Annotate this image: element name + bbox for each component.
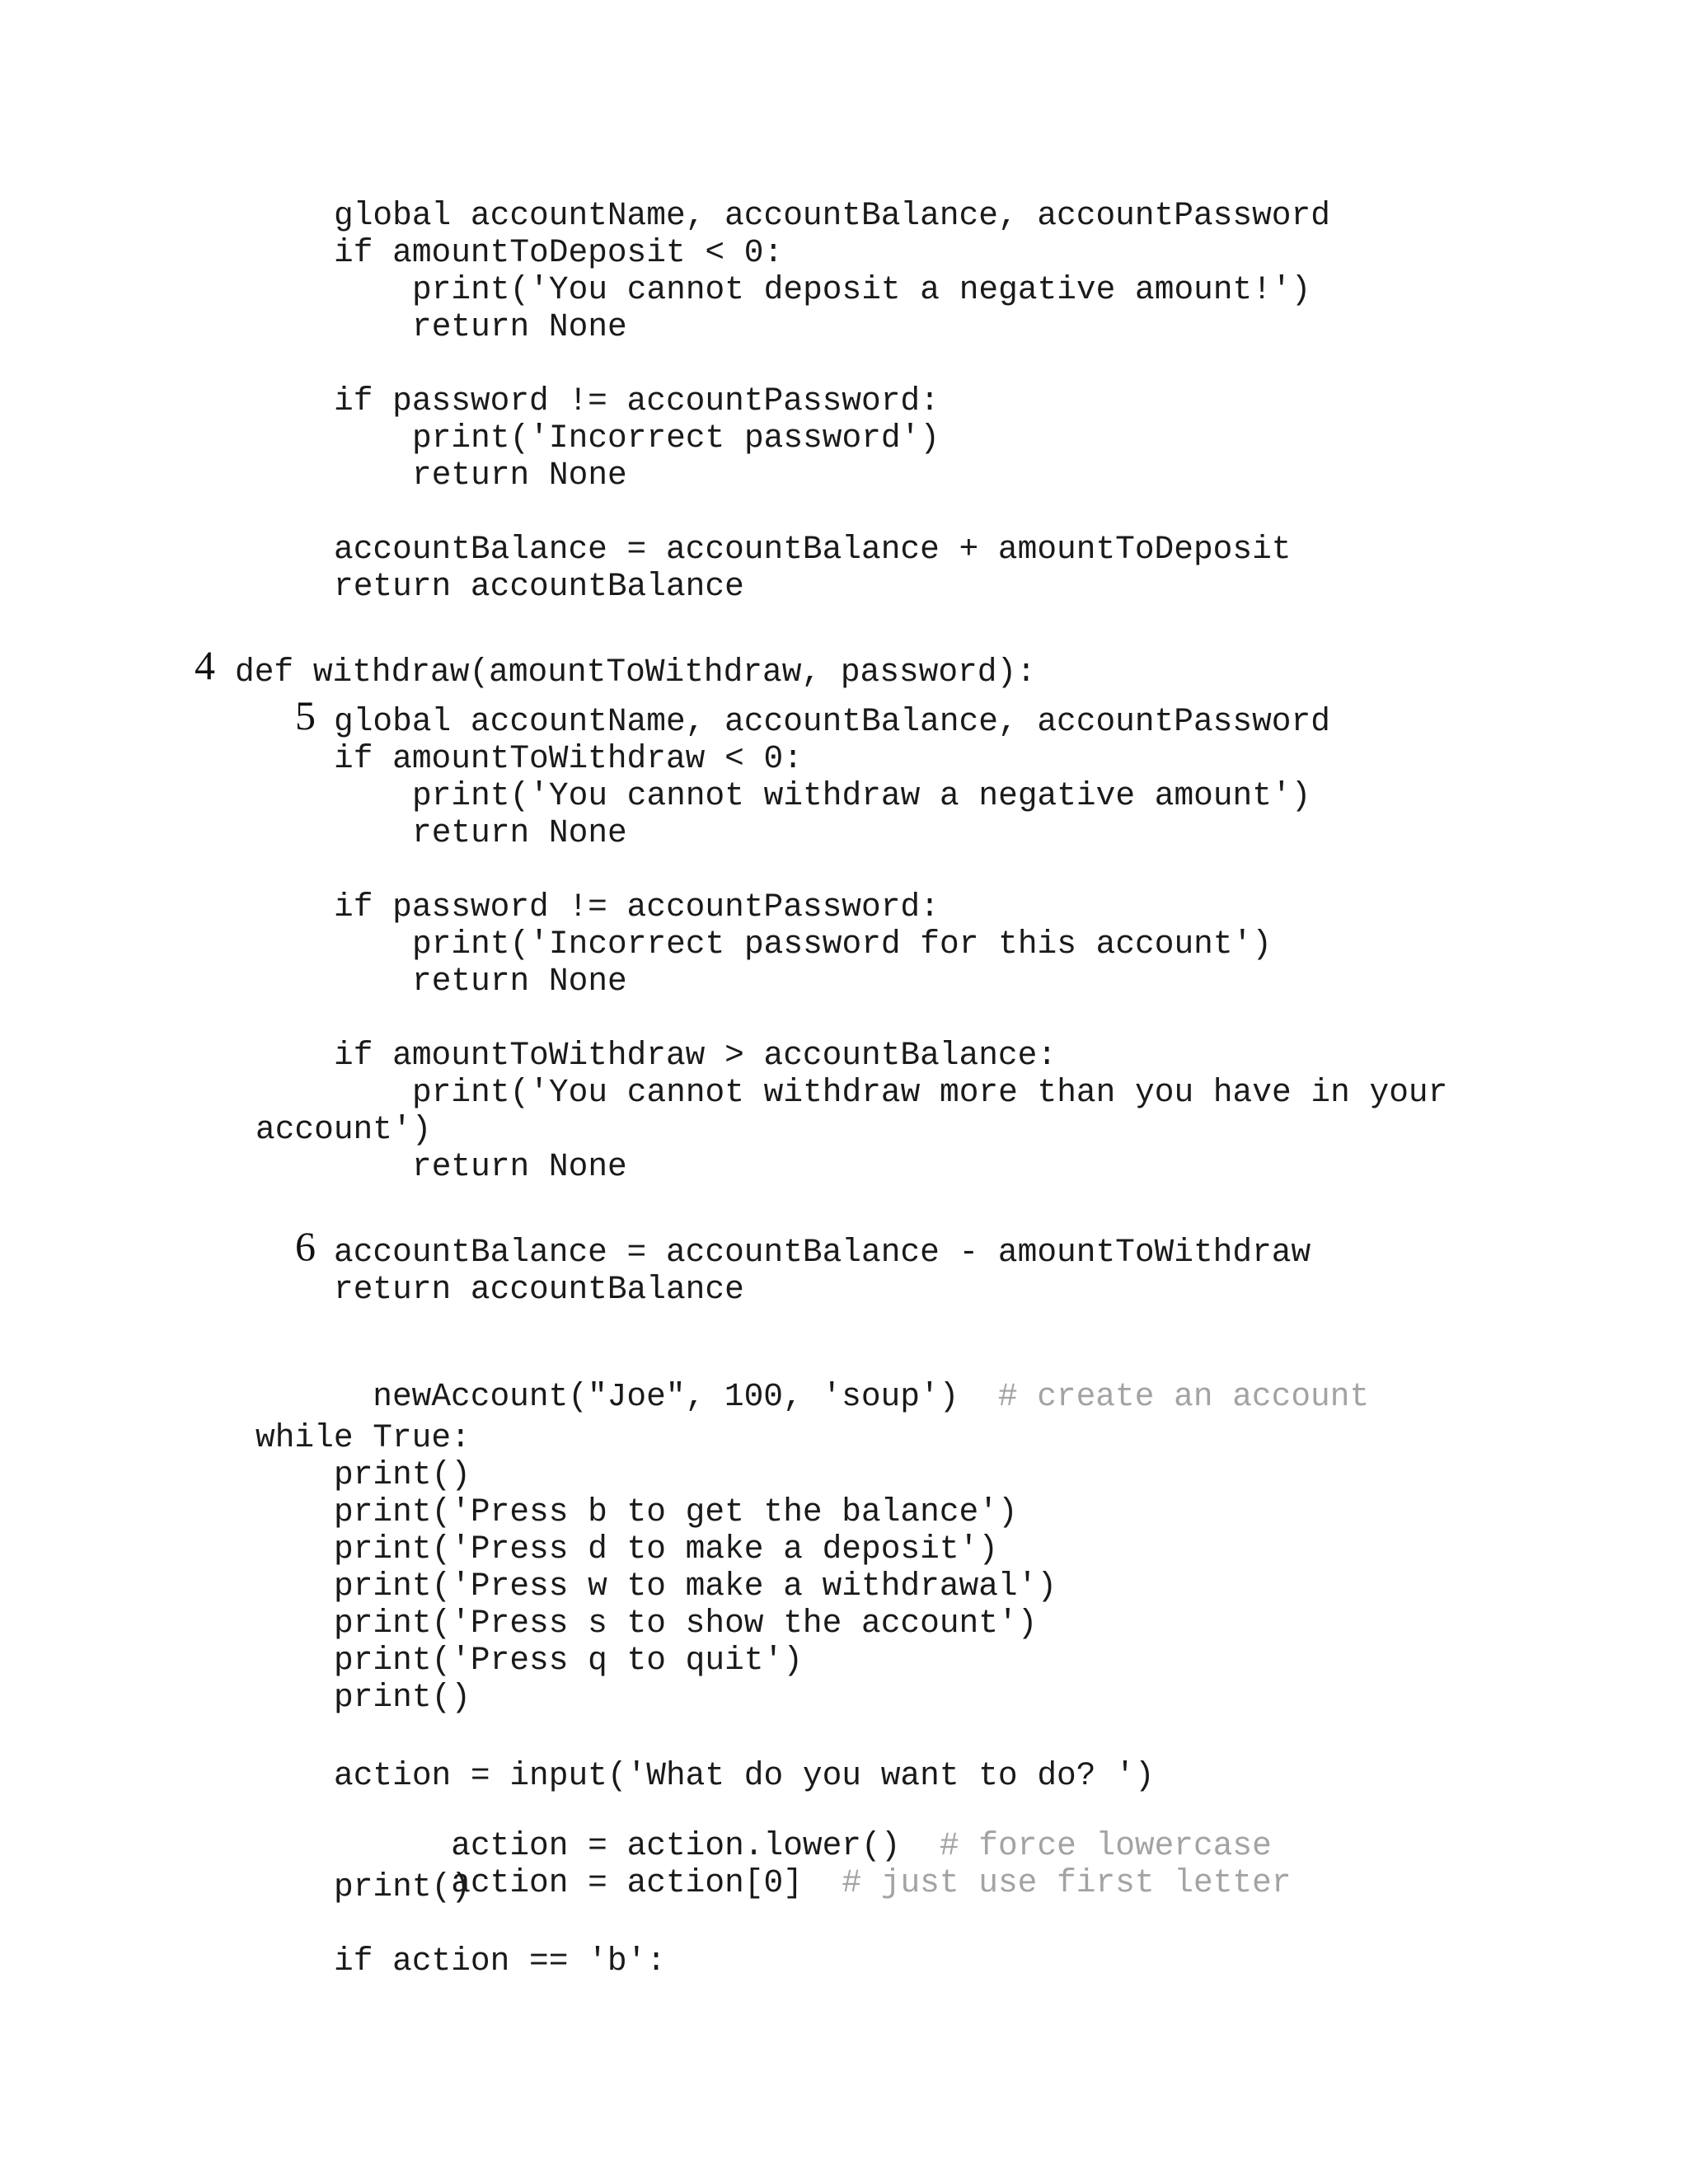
code-line: if password != accountPassword: bbox=[334, 382, 940, 419]
code-line: return accountBalance bbox=[334, 568, 744, 605]
code-line: if password != accountPassword: bbox=[334, 888, 940, 926]
code-line: if amountToWithdraw > accountBalance: bbox=[334, 1037, 1057, 1074]
code-line: print('Press s to show the account') bbox=[334, 1605, 1038, 1642]
step-marker: 5 bbox=[295, 692, 316, 738]
code-comment: # just use first letter bbox=[842, 1863, 1292, 1901]
code-line: account') bbox=[256, 1111, 432, 1148]
code-line: accountBalance = accountBalance - amountToWithdraw bbox=[334, 1234, 1311, 1271]
code-line: if amountToDeposit < 0: bbox=[334, 234, 784, 271]
step-marker: 6 bbox=[295, 1223, 316, 1269]
code-line: while True: bbox=[256, 1419, 471, 1456]
code-line: return None bbox=[412, 963, 627, 1000]
code-line: print() bbox=[334, 1456, 471, 1493]
code-line bbox=[334, 1834, 1292, 1932]
code-line: global accountName, accountBalance, accountPassword bbox=[334, 703, 1330, 740]
code-line: print('Incorrect password for this account') bbox=[412, 926, 1272, 963]
code-line: return accountBalance bbox=[334, 1271, 744, 1308]
code-line: print('Press d to make a deposit') bbox=[334, 1530, 998, 1568]
code-line: print('Press w to make a withdrawal') bbox=[334, 1568, 1057, 1605]
code-line: print('Press q to quit') bbox=[334, 1642, 803, 1679]
code-text: action = action.lower() bbox=[451, 1826, 901, 1864]
code-line: return None bbox=[412, 814, 627, 851]
code-line: action = input('What do you want to do? ') bbox=[334, 1757, 1155, 1794]
code-comment: # create an account bbox=[997, 1377, 1370, 1415]
code-line: def withdraw(amountToWithdraw, password): bbox=[235, 654, 1036, 691]
code-line: print('You cannot withdraw more than you have in your bbox=[412, 1074, 1448, 1111]
code-line: return None bbox=[412, 308, 627, 345]
code-line: global accountName, accountBalance, accountPassword bbox=[334, 197, 1330, 234]
code-line: return None bbox=[412, 457, 627, 494]
step-marker: 4 bbox=[195, 642, 215, 688]
code-line: print('Press b to get the balance') bbox=[334, 1493, 1018, 1530]
code-line: print() bbox=[334, 1679, 471, 1716]
code-line: print('Incorrect password') bbox=[412, 419, 940, 457]
code-comment: # force lowercase bbox=[939, 1826, 1272, 1864]
code-line: if action == 'b': bbox=[334, 1943, 666, 1980]
code-line: accountBalance = accountBalance + amountToDeposit bbox=[334, 531, 1292, 568]
code-text: action = action[0] bbox=[451, 1863, 803, 1901]
code-text: newAccount("Joe", 100, 'soup') bbox=[373, 1377, 959, 1415]
code-line: print('You cannot withdraw a negative amount') bbox=[412, 777, 1311, 814]
code-line: if amountToWithdraw < 0: bbox=[334, 740, 803, 777]
code-line: print() bbox=[334, 1868, 471, 1905]
code-line: print('You cannot deposit a negative amount!') bbox=[412, 271, 1311, 308]
code-line: return None bbox=[412, 1148, 627, 1185]
